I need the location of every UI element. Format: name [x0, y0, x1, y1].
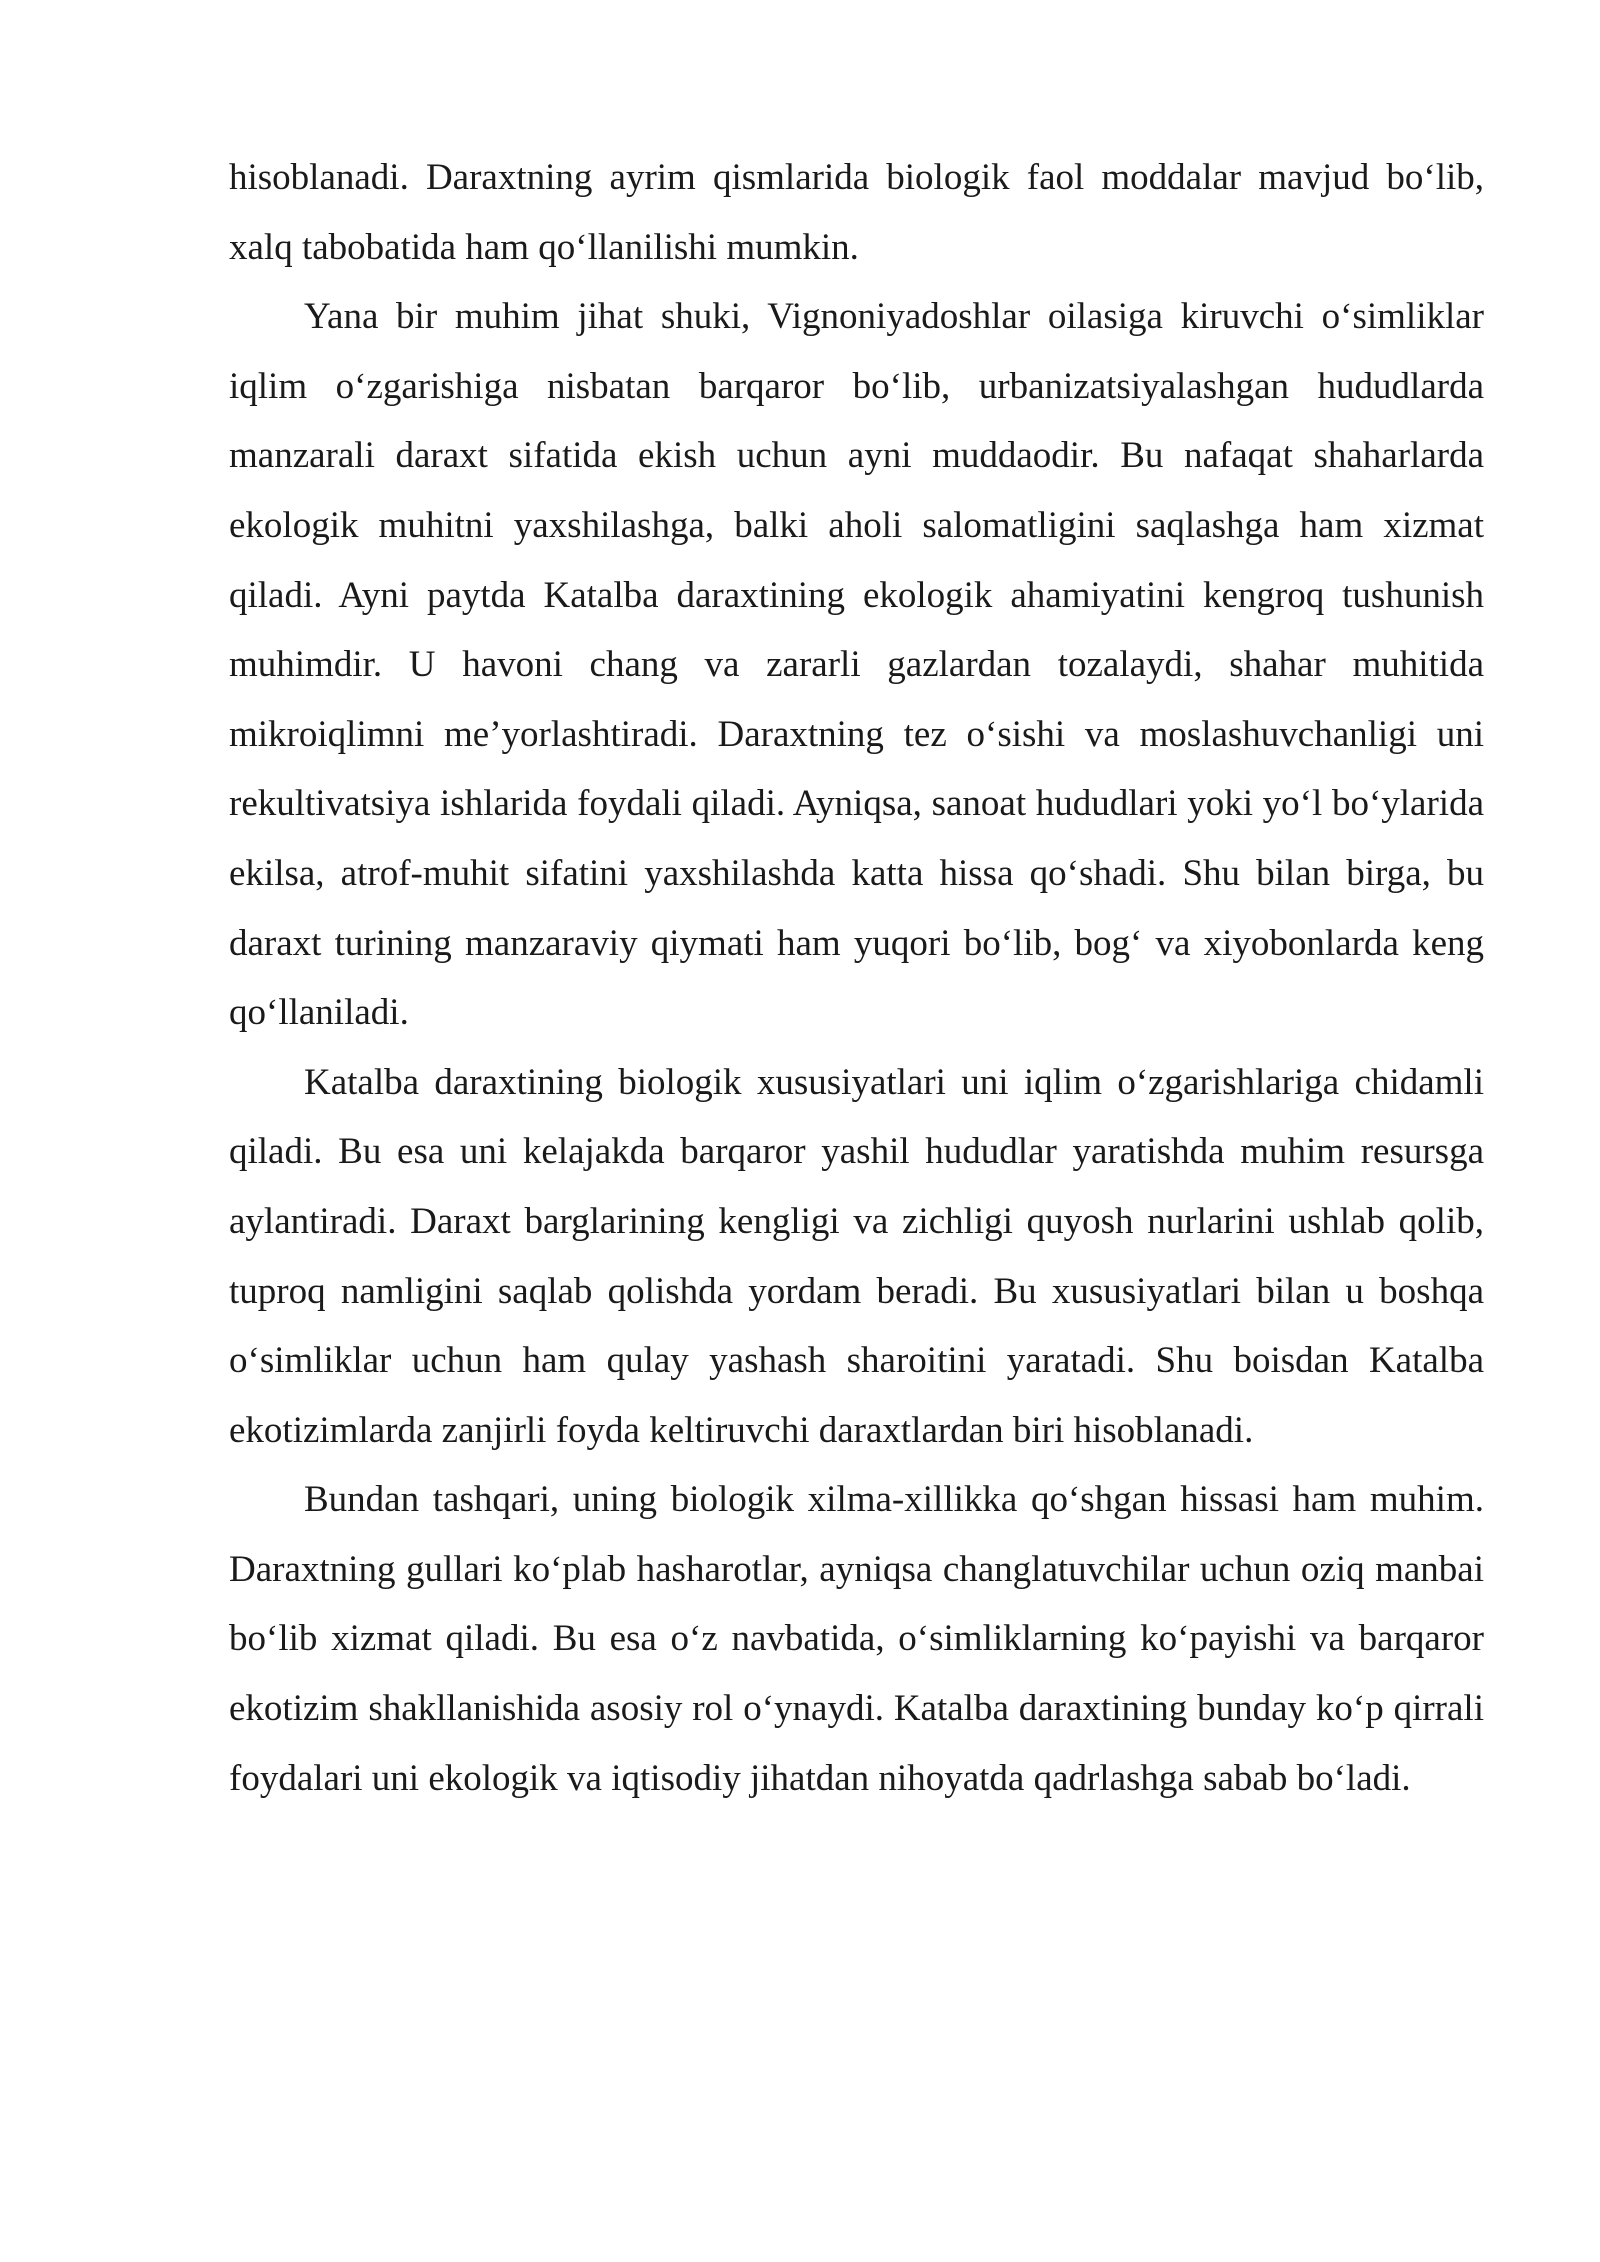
paragraph-continuation: hisoblanadi. Daraxtning ayrim qismlarida biologik faol moddalar mavjud bo‘lib, xalq tabobatida ham qo‘llanilishi mumkin.	[229, 157, 1484, 268]
paragraph: Bundan tashqari, uning biologik xilma-xillikka qo‘shgan hissasi ham muhim. Daraxtning gullari ko‘plab hasharotlar, ayniqsa changlatuvchilar uchun oziq manbai bo‘lib xizmat qiladi. Bu esa o‘z navbatida, o‘simliklarning ko‘payishi va barqaror ekotizim shakllanishida asosiy rol o‘ynaydi. Katalba daraxtining bunday ko‘p qirrali foydalari uni ekologik va iqtisodiy jihatdan nihoyatda qadrlashga sabab bo‘ladi.	[229, 1479, 1484, 1799]
paragraph: Katalba daraxtining biologik xususiyatlari uni iqlim o‘zgarishlariga chidamli qiladi. Bu esa uni kelajakda barqaror yashil hududlar yaratishda muhim resursga aylantiradi. Daraxt barglarining kengligi va zichligi quyosh nurlarini ushlab qolib, tuproq namligini saqlab qolishda yordam beradi. Bu xususiyatlari bilan u boshqa o‘simliklar uchun ham qulay yashash sharoitini yaratadi. Shu boisdan Katalba ekotizimlarda zanjirli foyda keltiruvchi daraxtlardan biri hisoblanadi.	[229, 1061, 1484, 1451]
document-body	[229, 143, 1484, 1813]
paragraph: Yana bir muhim jihat shuki, Vignoniyadoshlar oilasiga kiruvchi o‘simliklar iqlim o‘zgarishiga nisbatan barqaror bo‘lib, urbanizatsiyalashgan hududlarda manzarali daraxt sifatida ekish uchun ayni muddaodir. Bu nafaqat shaharlarda ekologik muhitni yaxshilashga, balki aholi salomatligini saqlashga ham xizmat qiladi. Ayni paytda Katalba daraxtining ekologik ahamiyatini kengroq tushunish muhimdir. U havoni chang va zararli gazlardan tozalaydi, shahar muhitida mikroiqlimni me’yorlashtiradi. Daraxtning tez o‘sishi va moslashuvchanligi uni rekultivatsiya ishlarida foydali qiladi. Ayniqsa, sanoat hududlari yoki yo‘l bo‘ylarida ekilsa, atrof-muhit sifatini yaxshilashda katta hissa qo‘shadi. Shu bilan birga, bu daraxt turining manzaraviy qiymati ham yuqori bo‘lib, bog‘ va xiyobonlarda keng qo‘llaniladi.	[229, 296, 1484, 1034]
